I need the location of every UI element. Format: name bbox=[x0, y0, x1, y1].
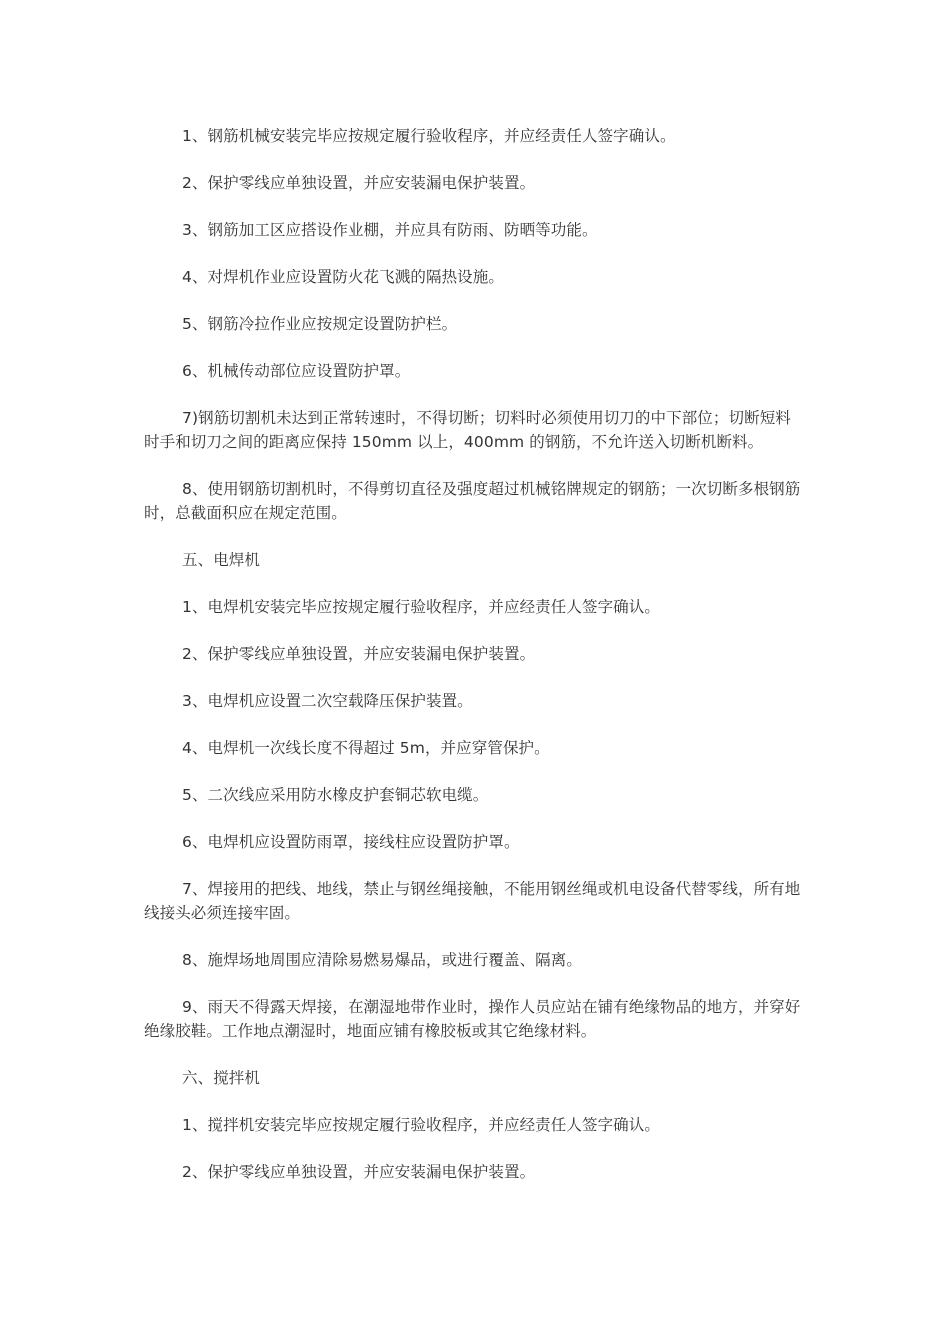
paragraph: 5、钢筋冷拉作业应按规定设置防护栏。 bbox=[182, 315, 458, 333]
paragraph: 1、电焊机安装完毕应按规定履行验收程序，并应经责任人签字确认。 bbox=[182, 598, 660, 616]
paragraph: 3、钢筋加工区应搭设作业棚，并应具有防雨、防晒等功能。 bbox=[182, 221, 598, 239]
section-heading: 六、搅拌机 bbox=[182, 1069, 261, 1087]
section-heading: 五、电焊机 bbox=[182, 551, 261, 569]
paragraph: 2、保护零线应单独设置，并应安装漏电保护装置。 bbox=[182, 1163, 536, 1181]
paragraph: 8、使用钢筋切割机时，不得剪切直径及强度超过机械铭牌规定的钢筋；一次切断多根钢筋时，总截面积应在规定范围。 bbox=[144, 480, 801, 522]
paragraph: 7)钢筋切割机未达到正常转速时，不得切断；切料时必须使用切刀的中下部位；切断短料时手和切刀之间的距离应保持 150mm 以上，400mm 的钢筋，不允许送入切断机断料。 bbox=[144, 409, 791, 451]
paragraph: 9、雨天不得露天焊接，在潮湿地带作业时，操作人员应站在铺有绝缘物品的地方，并穿好绝缘胶鞋。工作地点潮湿时，地面应铺有橡胶板或其它绝缘材料。 bbox=[144, 998, 801, 1040]
paragraph: 4、电焊机一次线长度不得超过 5m，并应穿管保护。 bbox=[182, 739, 550, 757]
paragraph: 6、机械传动部位应设置防护罩。 bbox=[182, 362, 411, 380]
paragraph: 2、保护零线应单独设置，并应安装漏电保护装置。 bbox=[182, 645, 536, 663]
paragraph: 3、电焊机应设置二次空载降压保护装置。 bbox=[182, 692, 473, 710]
paragraph: 6、电焊机应设置防雨罩，接线柱应设置防护罩。 bbox=[182, 833, 520, 851]
paragraph: 1、钢筋机械安装完毕应按规定履行验收程序，并应经责任人签字确认。 bbox=[182, 127, 676, 145]
paragraph: 1、搅拌机安装完毕应按规定履行验收程序，并应经责任人签字确认。 bbox=[182, 1116, 660, 1134]
document-body bbox=[144, 124, 806, 1207]
paragraph: 5、二次线应采用防水橡皮护套铜芯软电缆。 bbox=[182, 786, 489, 804]
paragraph: 2、保护零线应单独设置，并应安装漏电保护装置。 bbox=[182, 174, 536, 192]
paragraph: 8、施焊场地周围应清除易燃易爆品，或进行覆盖、隔离。 bbox=[182, 951, 582, 969]
paragraph: 7、焊接用的把线、地线，禁止与钢丝绳接触，不能用钢丝绳或机电设备代替零线，所有地线接头必须连接牢固。 bbox=[144, 880, 801, 922]
paragraph: 4、对焊机作业应设置防火花飞溅的隔热设施。 bbox=[182, 268, 504, 286]
